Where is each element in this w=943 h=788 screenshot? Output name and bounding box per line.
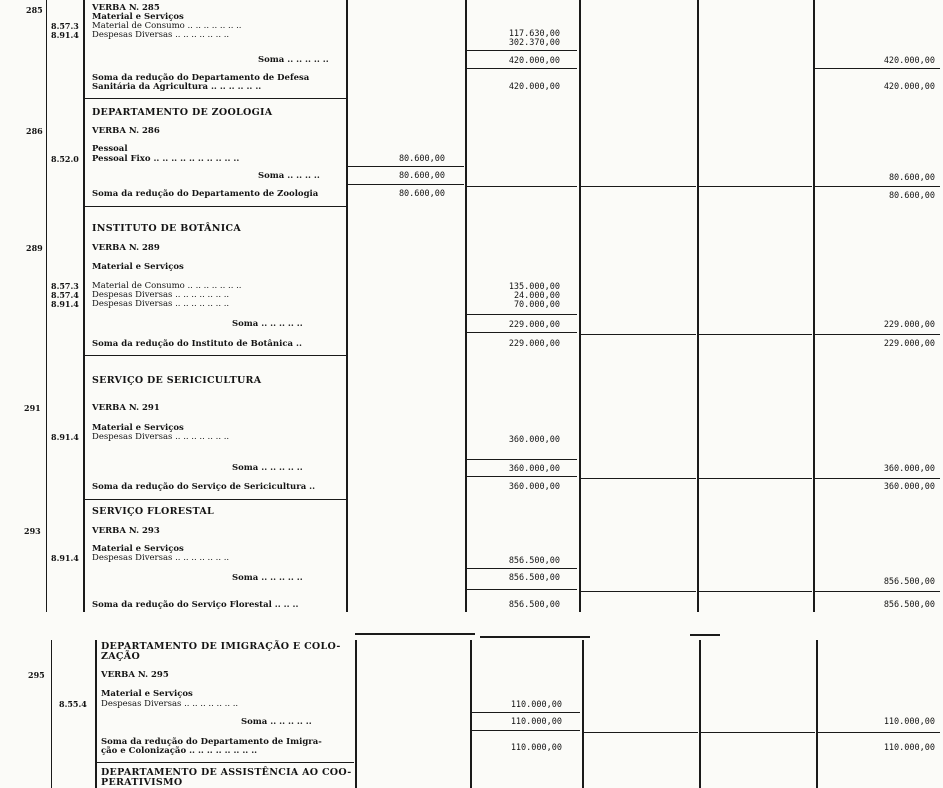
reducao-label: Soma da redução do Departamento de Zoologia (92, 189, 319, 199)
reducao-label: Soma da redução do Departamento de Defesa (92, 73, 310, 83)
reducao-total: 420.000,00 (883, 82, 935, 92)
sum-rule (699, 591, 812, 592)
sum-rule (699, 478, 812, 479)
item-label: Despesas Diversas .. .. .. .. .. .. .. (92, 432, 230, 442)
reducao-value: 420.000,00 (508, 82, 560, 92)
column-rule (465, 0, 467, 612)
soma-label: Soma .. .. .. .. (258, 171, 320, 181)
soma-label: Soma .. .. .. .. .. (232, 319, 303, 329)
reducao-total: 110.000,00 (883, 743, 935, 753)
reducao-total: 856.500,00 (883, 600, 935, 610)
verba-number: 285 (26, 5, 43, 15)
sum-rule (815, 591, 940, 592)
sum-rule (472, 712, 580, 713)
sum-rule (581, 186, 696, 187)
reducao-label: Soma da redução do Serviço Florestal .. .. .. (92, 600, 299, 610)
item-value: 70.000,00 (513, 300, 560, 310)
column-rule (346, 0, 348, 612)
sum-rule (815, 478, 940, 479)
item-label: Despesas Diversas .. .. .. .. .. .. .. (92, 30, 230, 40)
column-rule (95, 640, 97, 788)
item-value: 302.370,00 (508, 38, 560, 48)
column-rule (813, 0, 815, 612)
verba-title: VERBA N. 286 (92, 126, 160, 136)
sum-rule (815, 334, 940, 335)
group-label: Material e Serviços (92, 544, 184, 554)
verba-title: VERBA N. 295 (101, 670, 169, 680)
reducao-value: 229.000,00 (508, 339, 560, 349)
column-rule (582, 640, 584, 788)
soma-label: Soma .. .. .. .. .. (232, 573, 303, 583)
sum-rule (467, 68, 577, 69)
soma-total: 110.000,00 (883, 717, 935, 727)
sum-rule (467, 459, 577, 460)
sum-rule (699, 186, 812, 187)
item-code: 8.57.3 (51, 21, 79, 31)
soma-total: 360.000,00 (883, 464, 935, 474)
item-label: Despesas Diversas .. .. .. .. .. .. .. (92, 299, 230, 309)
sum-rule (701, 732, 815, 733)
column-rule (46, 0, 47, 612)
item-code: 8.55.4 (59, 699, 87, 709)
item-value: 80.600,00 (398, 154, 445, 164)
item-label: Despesas Diversas .. .. .. .. .. .. .. (92, 290, 230, 300)
soma-total: 420.000,00 (883, 56, 935, 66)
verba-number: 291 (24, 403, 41, 413)
soma-total: 856.500,00 (883, 577, 935, 587)
department-heading: PERATIVISMO (101, 777, 183, 788)
item-code: 8.91.4 (51, 30, 79, 40)
column-rule (470, 640, 472, 788)
section-rule (96, 762, 354, 763)
verba-number: 289 (26, 243, 43, 253)
soma-label: Soma .. .. .. .. .. (232, 463, 303, 473)
column-rule (355, 640, 357, 788)
sum-rule (815, 186, 940, 187)
item-label: Material de Consumo .. .. .. .. .. .. .. (92, 21, 242, 31)
sum-rule (584, 732, 698, 733)
group-label: Material e Serviços (101, 689, 193, 699)
item-label: Despesas Diversas .. .. .. .. .. .. .. (101, 699, 239, 709)
item-code: 8.52.0 (51, 154, 79, 164)
item-value: 856.500,00 (508, 556, 560, 566)
verba-title: VERBA N. 289 (92, 243, 160, 253)
column-rule (816, 640, 818, 788)
sum-rule (467, 50, 577, 51)
department-heading: ZAÇÃO (101, 651, 141, 662)
item-label: Material de Consumo .. .. .. .. .. .. .. (92, 281, 242, 291)
item-code: 8.91.4 (51, 432, 79, 442)
soma-value: 110.000,00 (510, 717, 562, 727)
verba-number: 286 (26, 126, 43, 136)
section-rule (84, 206, 346, 207)
reducao-label: Sanitária da Agricultura .. .. .. .. .. .. (92, 82, 262, 92)
verba-number: 295 (28, 670, 45, 680)
sum-rule (467, 314, 577, 315)
reducao-value: 80.600,00 (398, 189, 445, 199)
sum-rule (348, 166, 464, 167)
column-rule (699, 640, 701, 788)
group-label: Material e Serviços (92, 262, 184, 272)
verba-title: VERBA N. 285 (92, 3, 160, 13)
soma-value: 229.000,00 (508, 320, 560, 330)
item-value: 135.000,00 (508, 282, 560, 292)
verba-title: VERBA N. 291 (92, 403, 160, 413)
soma-total: 229.000,00 (883, 320, 935, 330)
reducao-value: 110.000,00 (510, 743, 562, 753)
section-rule (84, 499, 346, 500)
item-code: 8.57.3 (51, 281, 79, 291)
column-rule (83, 0, 85, 612)
item-code: 8.57.4 (51, 290, 79, 300)
soma-value: 420.000,00 (508, 56, 560, 66)
sum-rule (818, 732, 940, 733)
section-rule (84, 355, 346, 356)
soma-total: 80.600,00 (888, 173, 935, 183)
soma-value: 360.000,00 (508, 464, 560, 474)
item-code: 8.91.4 (51, 553, 79, 563)
sum-rule (467, 186, 577, 187)
department-heading: DEPARTAMENTO DE IMIGRAÇÃO E COLO- (101, 641, 341, 652)
reducao-value: 360.000,00 (508, 482, 560, 492)
soma-value: 856.500,00 (508, 573, 560, 583)
sum-rule (581, 334, 696, 335)
soma-label: Soma .. .. .. .. .. (258, 55, 329, 65)
department-heading: DEPARTAMENTO DE ASSISTÊNCIA AO COO- (101, 767, 352, 778)
sum-rule (581, 478, 696, 479)
soma-label: Soma .. .. .. .. .. (241, 717, 312, 727)
page-break-rule (480, 636, 590, 638)
department-heading: INSTITUTO DE BOTÂNICA (92, 223, 242, 234)
verba-title: VERBA N. 293 (92, 526, 160, 536)
reducao-label: Soma da redução do Serviço de Sericicultura .. (92, 482, 316, 492)
page-break-rule (690, 634, 720, 636)
item-value: 24.000,00 (513, 291, 560, 301)
sum-rule (467, 476, 577, 477)
sum-rule (467, 332, 577, 333)
group-label: Pessoal (92, 144, 128, 154)
sum-rule (581, 591, 696, 592)
item-code: 8.91.4 (51, 299, 79, 309)
column-rule (697, 0, 699, 612)
sum-rule (467, 589, 577, 590)
reducao-label: Soma da redução do Departamento de Imigra- (101, 737, 322, 747)
reducao-label: Soma da redução do Instituto de Botânica .. (92, 339, 302, 349)
verba-number: 293 (24, 526, 41, 536)
column-rule (579, 0, 581, 612)
reducao-total: 80.600,00 (888, 191, 935, 201)
page-break-rule (355, 633, 475, 635)
department-heading: SERVIÇO DE SERICICULTURA (92, 375, 262, 386)
reducao-value: 856.500,00 (508, 600, 560, 610)
sum-rule (348, 184, 464, 185)
sum-rule (472, 730, 580, 731)
item-value: 360.000,00 (508, 435, 560, 445)
group-label: Material e Serviços (92, 12, 184, 22)
sum-rule (815, 68, 940, 69)
reducao-total: 360.000,00 (883, 482, 935, 492)
section-rule (84, 98, 346, 99)
item-label: Pessoal Fixo .. .. .. .. .. .. .. .. .. .. (92, 154, 240, 164)
department-heading: DEPARTAMENTO DE ZOOLOGIA (92, 107, 273, 118)
item-label: Despesas Diversas .. .. .. .. .. .. .. (92, 553, 230, 563)
item-value: 117.630,00 (508, 29, 560, 39)
column-rule (51, 640, 52, 788)
soma-value: 80.600,00 (398, 171, 445, 181)
department-heading: SERVIÇO FLORESTAL (92, 506, 215, 517)
group-label: Material e Serviços (92, 423, 184, 433)
reducao-label: ção e Colonização .. .. .. .. .. .. .. .. (101, 746, 258, 756)
sum-rule (467, 568, 577, 569)
sum-rule (699, 334, 812, 335)
item-value: 110.000,00 (510, 700, 562, 710)
reducao-total: 229.000,00 (883, 339, 935, 349)
